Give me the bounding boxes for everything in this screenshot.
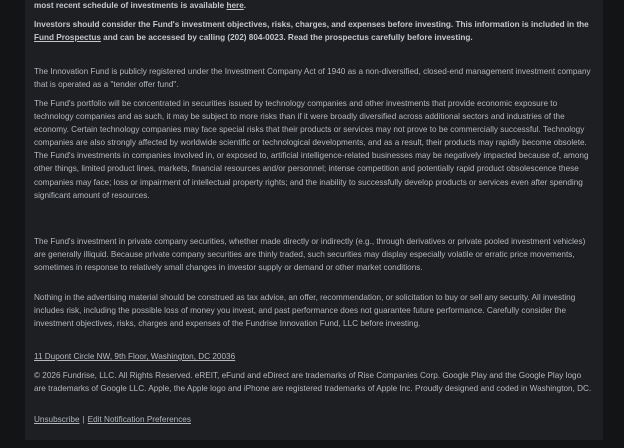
edit-notification-preferences-link[interactable]: Edit Notification Preferences: [87, 415, 191, 424]
schedule-line-end: .: [243, 1, 247, 10]
investor-notice-paragraph: [34, 18, 594, 44]
disclaimer-paragraph: Nothing in the advertising material should be construed as tax advice, an offer, recommendation, or solicitation to buy or sell any security. All investing includes risk, including the possible loss of money you invest, and past performance does not guarantee future performance. Carefully consider the investment objectives, risks, charges and expenses of the Fundrise Innovation Fund, LLC before investing.: [34, 293, 576, 329]
email-footer-card: [25, 0, 603, 440]
address-link[interactable]: 11 Dupont Circle NW, 9th Floor, Washington, DC 20036: [34, 352, 236, 361]
unsubscribe-link[interactable]: Unsubscribe: [34, 415, 80, 424]
investor-notice-text-2: and can be accessed by calling (202) 804-0023. Read the prospectus carefully before investing.: [100, 33, 473, 43]
private-company-paragraph: The Fund's investment in private company securities, whether made directly or indirectly (e.g., through derivatives or private pooled investment vehicles) are generally illiquid. Because private company securities are thinly traded, such securities may display especially volatile or erratic price movements, sometimes in response to relatively small changes in investor supply or demand or other market conditions.: [34, 237, 586, 273]
address-line: [34, 350, 594, 363]
investor-notice-text-1: Investors should consider the Fund's investment objectives, risks, charges, and expenses before investing. This information is included in the: [34, 20, 589, 29]
schedule-line-text: most recent schedule of investments is available: [34, 1, 227, 10]
footer-links: [34, 413, 594, 426]
registration-paragraph: The Innovation Fund is publicly registered under the Investment Company Act of 1940 as a non-diversified, closed-end management investment company that is operated as a "tender offer fund".: [34, 67, 591, 90]
fund-prospectus-link[interactable]: Fund Prospectus: [34, 33, 101, 43]
portfolio-risk-paragraph: The Fund's portfolio will be concentrated in securities issued by technology companies and other investments that provide economic exposure to technology companies and as such, it may be subject to more risks than if it were broadly diversified across additional sectors and industries of the economy. Certain technology companies may face special risks that their products or services may not prove to be commercially successful. Technology companies are also strongly affected by worldwide scientific or technological developments, and as a result, their products may rapidly become obsolete. The Fund's investments in companies involved in, or exposed to, artificial intelligence-related businesses may be negatively impacted because of, among other things, limited product lines, markets, financial resources and/or personnel; intense competition and potentially rapid product obsolescence these companies may face; loss or impairment of intellectual property rights; and the inability to successfully develop products or services even after spending significant amount of resources.: [34, 99, 589, 200]
footer-link-separator: |: [82, 415, 85, 424]
copyright-paragraph: © 2026 Fundrise, LLC. All Rights Reserved. eREIT, eFund and eDirect are trademarks of Rise Companies Corp. Google Play and the Google Play logo are trademarks of Google LLC. Apple, the Apple logo and iPhone are registered trademarks of Apple Inc. Proudly designed and coded in Washington, DC.: [34, 371, 592, 394]
schedule-here-link[interactable]: here: [226, 1, 244, 10]
schedule-of-investments-line: [34, 0, 594, 12]
